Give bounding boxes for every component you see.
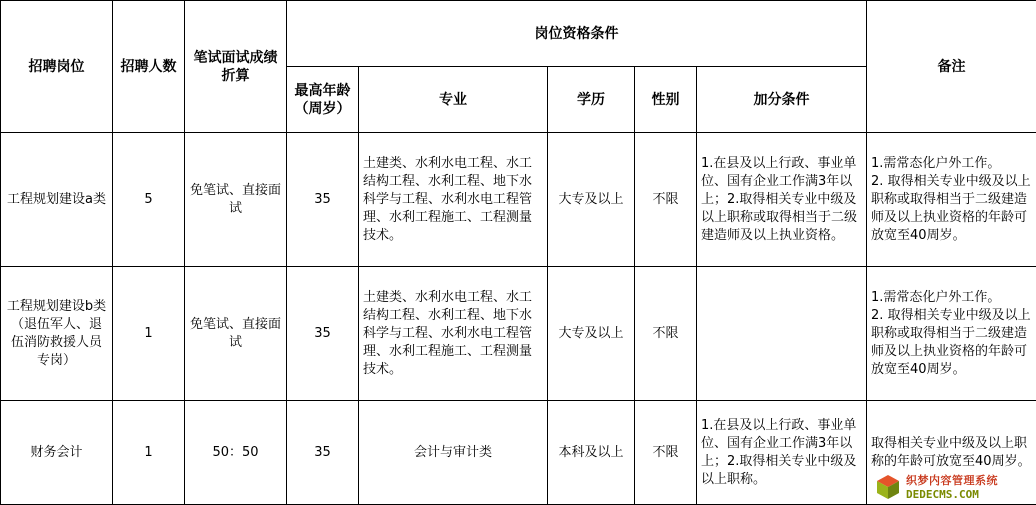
cell-position: 工程规划建设b类（退伍军人、退伍消防救援人员专岗） <box>1 267 113 401</box>
header-education: 学历 <box>548 67 635 133</box>
header-bonus: 加分条件 <box>697 67 867 133</box>
header-remarks: 备注 <box>867 1 1036 133</box>
cell-major: 会计与审计类 <box>359 401 548 505</box>
cell-max-age: 35 <box>287 267 359 401</box>
cell-bonus: 1.在县及以上行政、事业单位、国有企业工作满3年以上；2.取得相关专业中级及以上职称或取得相当于二级建造师及以上执业资格。 <box>697 133 867 267</box>
cell-position: 财务会计 <box>1 401 113 505</box>
cell-education: 本科及以上 <box>548 401 635 505</box>
watermark-title: 织梦内容管理系统 <box>906 475 998 486</box>
cell-remarks: 1.需常态化户外工作。 2. 取得相关专业中级及以上职称或取得相当于二级建造师及以上执业资格的年龄可放宽至40周岁。 <box>867 133 1036 267</box>
cell-exam-ratio: 免笔试、直接面试 <box>185 133 287 267</box>
header-gender: 性别 <box>635 67 697 133</box>
header-qualifications: 岗位资格条件 <box>287 1 867 67</box>
cell-education: 大专及以上 <box>548 267 635 401</box>
header-position: 招聘岗位 <box>1 1 113 133</box>
header-count: 招聘人数 <box>113 1 185 133</box>
cell-gender: 不限 <box>635 401 697 505</box>
header-major: 专业 <box>359 67 548 133</box>
cell-bonus: 1.在县及以上行政、事业单位、国有企业工作满3年以上；2.取得相关专业中级及以上职称。 <box>697 401 867 505</box>
header-row-1 <box>1 1 1036 67</box>
cell-remarks: 1.需常态化户外工作。 2. 取得相关专业中级及以上职称或取得相当于二级建造师及以上执业资格的年龄可放宽至40周岁。 <box>867 267 1036 401</box>
header-exam-ratio: 笔试面试成绩折算 <box>185 1 287 133</box>
cell-count: 5 <box>113 133 185 267</box>
cell-gender: 不限 <box>635 267 697 401</box>
table-row <box>1 267 1036 401</box>
cell-exam-ratio: 50：50 <box>185 401 287 505</box>
cell-remarks: 取得相关专业中级及以上职称的年龄可放宽至40周岁。 <box>867 401 1036 505</box>
table-row <box>1 133 1036 267</box>
cell-count: 1 <box>113 401 185 505</box>
cell-max-age: 35 <box>287 401 359 505</box>
cell-exam-ratio: 免笔试、直接面试 <box>185 267 287 401</box>
watermark <box>874 472 1032 502</box>
watermark-subtitle: DEDECMS.COM <box>906 489 998 500</box>
cell-position: 工程规划建设a类 <box>1 133 113 267</box>
cell-education: 大专及以上 <box>548 133 635 267</box>
cube-logo-icon <box>874 473 902 501</box>
cell-major: 土建类、水利水电工程、水工结构工程、水利工程、地下水科学与工程、水利水电工程管理、水利工程施工、工程测量技术。 <box>359 267 548 401</box>
cell-max-age: 35 <box>287 133 359 267</box>
cell-major: 土建类、水利水电工程、水工结构工程、水利工程、地下水科学与工程、水利水电工程管理、水利工程施工、工程测量技术。 <box>359 133 548 267</box>
cell-count: 1 <box>113 267 185 401</box>
header-max-age: 最高年龄（周岁） <box>287 67 359 133</box>
cell-gender: 不限 <box>635 133 697 267</box>
cell-bonus <box>697 267 867 401</box>
